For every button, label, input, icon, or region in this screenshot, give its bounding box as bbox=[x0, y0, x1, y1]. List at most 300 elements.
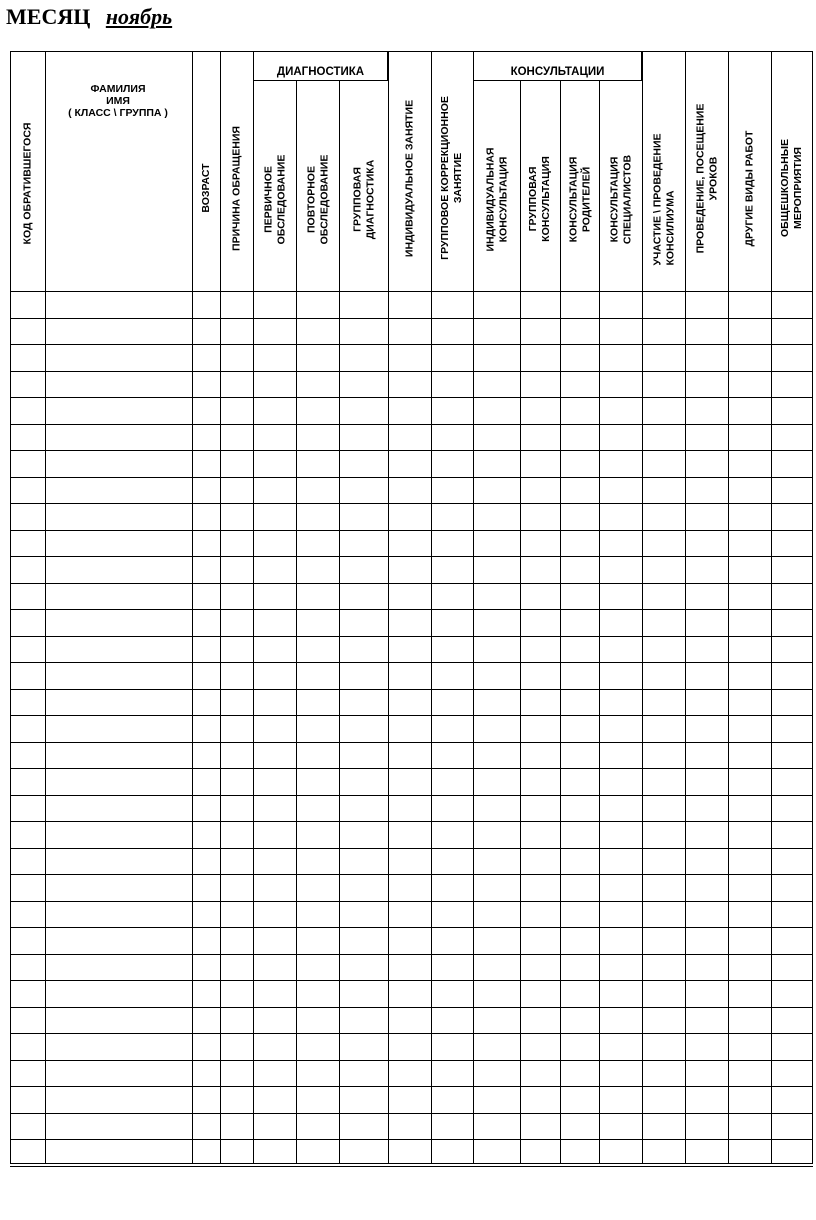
table-cell[interactable] bbox=[253, 371, 296, 398]
table-cell[interactable] bbox=[192, 1033, 220, 1060]
table-cell[interactable] bbox=[685, 715, 728, 742]
table-cell[interactable] bbox=[339, 530, 388, 557]
table-cell[interactable] bbox=[431, 397, 473, 424]
table-cell[interactable] bbox=[253, 848, 296, 875]
table-cell[interactable] bbox=[192, 954, 220, 981]
table-cell[interactable] bbox=[728, 901, 771, 928]
table-cell[interactable] bbox=[560, 424, 599, 451]
table-cell[interactable] bbox=[560, 821, 599, 848]
table-cell[interactable] bbox=[728, 371, 771, 398]
table-cell[interactable] bbox=[10, 1086, 45, 1113]
table-cell[interactable] bbox=[642, 901, 685, 928]
table-cell[interactable] bbox=[599, 1139, 642, 1166]
table-cell[interactable] bbox=[10, 848, 45, 875]
table-cell[interactable] bbox=[296, 344, 339, 371]
table-cell[interactable] bbox=[685, 503, 728, 530]
table-cell[interactable] bbox=[220, 424, 253, 451]
table-cell[interactable] bbox=[473, 795, 520, 822]
table-cell[interactable] bbox=[45, 450, 192, 477]
table-cell[interactable] bbox=[45, 503, 192, 530]
table-cell[interactable] bbox=[431, 371, 473, 398]
table-cell[interactable] bbox=[45, 609, 192, 636]
table-cell[interactable] bbox=[728, 477, 771, 504]
table-cell[interactable] bbox=[10, 609, 45, 636]
table-cell[interactable] bbox=[388, 397, 431, 424]
table-cell[interactable] bbox=[473, 954, 520, 981]
table-cell[interactable] bbox=[728, 715, 771, 742]
table-cell[interactable] bbox=[642, 1113, 685, 1140]
table-cell[interactable] bbox=[10, 583, 45, 610]
table-cell[interactable] bbox=[642, 344, 685, 371]
table-cell[interactable] bbox=[431, 848, 473, 875]
table-cell[interactable] bbox=[473, 636, 520, 663]
table-cell[interactable] bbox=[599, 291, 642, 318]
table-cell[interactable] bbox=[642, 424, 685, 451]
table-cell[interactable] bbox=[296, 1060, 339, 1087]
table-cell[interactable] bbox=[685, 1086, 728, 1113]
table-cell[interactable] bbox=[388, 689, 431, 716]
table-cell[interactable] bbox=[728, 1086, 771, 1113]
table-cell[interactable] bbox=[10, 662, 45, 689]
table-cell[interactable] bbox=[296, 874, 339, 901]
table-cell[interactable] bbox=[296, 318, 339, 345]
table-cell[interactable] bbox=[642, 1033, 685, 1060]
table-cell[interactable] bbox=[10, 715, 45, 742]
table-cell[interactable] bbox=[45, 1033, 192, 1060]
table-cell[interactable] bbox=[560, 583, 599, 610]
table-cell[interactable] bbox=[431, 344, 473, 371]
table-cell[interactable] bbox=[771, 1033, 813, 1060]
table-cell[interactable] bbox=[296, 477, 339, 504]
table-cell[interactable] bbox=[685, 980, 728, 1007]
table-cell[interactable] bbox=[431, 1060, 473, 1087]
table-cell[interactable] bbox=[520, 662, 560, 689]
table-cell[interactable] bbox=[560, 450, 599, 477]
table-cell[interactable] bbox=[339, 636, 388, 663]
table-cell[interactable] bbox=[253, 821, 296, 848]
table-cell[interactable] bbox=[599, 768, 642, 795]
table-cell[interactable] bbox=[431, 768, 473, 795]
table-cell[interactable] bbox=[599, 742, 642, 769]
table-cell[interactable] bbox=[520, 636, 560, 663]
table-cell[interactable] bbox=[599, 450, 642, 477]
table-cell[interactable] bbox=[220, 477, 253, 504]
table-cell[interactable] bbox=[560, 795, 599, 822]
table-cell[interactable] bbox=[192, 1086, 220, 1113]
table-cell[interactable] bbox=[520, 980, 560, 1007]
table-cell[interactable] bbox=[685, 1007, 728, 1034]
table-cell[interactable] bbox=[560, 954, 599, 981]
table-cell[interactable] bbox=[10, 901, 45, 928]
table-cell[interactable] bbox=[685, 768, 728, 795]
table-cell[interactable] bbox=[728, 874, 771, 901]
table-cell[interactable] bbox=[642, 927, 685, 954]
table-cell[interactable] bbox=[339, 1007, 388, 1034]
table-cell[interactable] bbox=[296, 662, 339, 689]
table-cell[interactable] bbox=[685, 583, 728, 610]
table-cell[interactable] bbox=[728, 583, 771, 610]
table-cell[interactable] bbox=[388, 1113, 431, 1140]
table-cell[interactable] bbox=[560, 1113, 599, 1140]
table-cell[interactable] bbox=[10, 344, 45, 371]
table-cell[interactable] bbox=[45, 927, 192, 954]
table-cell[interactable] bbox=[771, 450, 813, 477]
table-cell[interactable] bbox=[771, 980, 813, 1007]
table-cell[interactable] bbox=[388, 821, 431, 848]
table-cell[interactable] bbox=[339, 821, 388, 848]
table-cell[interactable] bbox=[45, 424, 192, 451]
table-cell[interactable] bbox=[685, 1033, 728, 1060]
table-cell[interactable] bbox=[642, 954, 685, 981]
table-cell[interactable] bbox=[473, 689, 520, 716]
table-cell[interactable] bbox=[253, 715, 296, 742]
table-cell[interactable] bbox=[473, 318, 520, 345]
table-cell[interactable] bbox=[192, 1139, 220, 1166]
table-cell[interactable] bbox=[339, 583, 388, 610]
table-cell[interactable] bbox=[253, 1060, 296, 1087]
table-cell[interactable] bbox=[339, 901, 388, 928]
table-cell[interactable] bbox=[771, 795, 813, 822]
table-cell[interactable] bbox=[520, 371, 560, 398]
table-cell[interactable] bbox=[192, 609, 220, 636]
table-cell[interactable] bbox=[642, 848, 685, 875]
table-cell[interactable] bbox=[296, 1033, 339, 1060]
table-cell[interactable] bbox=[296, 371, 339, 398]
table-cell[interactable] bbox=[253, 291, 296, 318]
table-cell[interactable] bbox=[771, 556, 813, 583]
table-cell[interactable] bbox=[520, 609, 560, 636]
table-cell[interactable] bbox=[685, 530, 728, 557]
table-cell[interactable] bbox=[728, 1007, 771, 1034]
table-cell[interactable] bbox=[771, 901, 813, 928]
table-cell[interactable] bbox=[220, 291, 253, 318]
table-cell[interactable] bbox=[520, 344, 560, 371]
table-cell[interactable] bbox=[642, 583, 685, 610]
table-cell[interactable] bbox=[253, 689, 296, 716]
table-cell[interactable] bbox=[520, 821, 560, 848]
table-cell[interactable] bbox=[253, 980, 296, 1007]
table-cell[interactable] bbox=[520, 901, 560, 928]
table-cell[interactable] bbox=[728, 556, 771, 583]
table-cell[interactable] bbox=[10, 318, 45, 345]
table-cell[interactable] bbox=[431, 874, 473, 901]
table-cell[interactable] bbox=[520, 1086, 560, 1113]
table-cell[interactable] bbox=[339, 503, 388, 530]
table-cell[interactable] bbox=[599, 397, 642, 424]
table-cell[interactable] bbox=[771, 1086, 813, 1113]
table-cell[interactable] bbox=[685, 450, 728, 477]
table-cell[interactable] bbox=[45, 1007, 192, 1034]
table-cell[interactable] bbox=[296, 450, 339, 477]
table-cell[interactable] bbox=[520, 397, 560, 424]
table-cell[interactable] bbox=[192, 848, 220, 875]
table-cell[interactable] bbox=[10, 636, 45, 663]
table-cell[interactable] bbox=[220, 768, 253, 795]
table-cell[interactable] bbox=[339, 980, 388, 1007]
table-cell[interactable] bbox=[728, 662, 771, 689]
table-cell[interactable] bbox=[253, 1139, 296, 1166]
table-cell[interactable] bbox=[220, 1007, 253, 1034]
table-cell[interactable] bbox=[728, 318, 771, 345]
table-cell[interactable] bbox=[10, 1139, 45, 1166]
table-cell[interactable] bbox=[220, 1033, 253, 1060]
table-cell[interactable] bbox=[45, 954, 192, 981]
table-cell[interactable] bbox=[296, 980, 339, 1007]
table-cell[interactable] bbox=[771, 371, 813, 398]
table-cell[interactable] bbox=[45, 662, 192, 689]
table-cell[interactable] bbox=[388, 318, 431, 345]
table-cell[interactable] bbox=[560, 636, 599, 663]
table-cell[interactable] bbox=[520, 768, 560, 795]
table-cell[interactable] bbox=[296, 795, 339, 822]
table-cell[interactable] bbox=[339, 848, 388, 875]
table-cell[interactable] bbox=[45, 874, 192, 901]
table-cell[interactable] bbox=[431, 291, 473, 318]
table-cell[interactable] bbox=[771, 1113, 813, 1140]
table-cell[interactable] bbox=[192, 636, 220, 663]
table-cell[interactable] bbox=[560, 980, 599, 1007]
table-cell[interactable] bbox=[560, 1139, 599, 1166]
table-cell[interactable] bbox=[388, 1086, 431, 1113]
table-cell[interactable] bbox=[771, 609, 813, 636]
table-cell[interactable] bbox=[599, 583, 642, 610]
table-cell[interactable] bbox=[192, 344, 220, 371]
table-cell[interactable] bbox=[296, 1139, 339, 1166]
table-cell[interactable] bbox=[10, 1113, 45, 1140]
table-cell[interactable] bbox=[45, 980, 192, 1007]
table-cell[interactable] bbox=[339, 1033, 388, 1060]
table-cell[interactable] bbox=[473, 1113, 520, 1140]
table-cell[interactable] bbox=[560, 874, 599, 901]
table-cell[interactable] bbox=[520, 1139, 560, 1166]
table-cell[interactable] bbox=[560, 901, 599, 928]
table-cell[interactable] bbox=[10, 768, 45, 795]
table-cell[interactable] bbox=[685, 609, 728, 636]
table-cell[interactable] bbox=[192, 291, 220, 318]
table-cell[interactable] bbox=[296, 1086, 339, 1113]
table-cell[interactable] bbox=[388, 662, 431, 689]
table-cell[interactable] bbox=[220, 927, 253, 954]
table-cell[interactable] bbox=[253, 450, 296, 477]
table-cell[interactable] bbox=[45, 344, 192, 371]
table-cell[interactable] bbox=[220, 530, 253, 557]
table-cell[interactable] bbox=[388, 768, 431, 795]
table-cell[interactable] bbox=[599, 1086, 642, 1113]
table-cell[interactable] bbox=[192, 980, 220, 1007]
table-cell[interactable] bbox=[45, 318, 192, 345]
table-cell[interactable] bbox=[388, 980, 431, 1007]
table-cell[interactable] bbox=[431, 795, 473, 822]
table-cell[interactable] bbox=[45, 1139, 192, 1166]
table-cell[interactable] bbox=[473, 291, 520, 318]
table-cell[interactable] bbox=[599, 318, 642, 345]
table-cell[interactable] bbox=[10, 397, 45, 424]
table-cell[interactable] bbox=[296, 583, 339, 610]
table-cell[interactable] bbox=[192, 689, 220, 716]
table-cell[interactable] bbox=[253, 954, 296, 981]
table-cell[interactable] bbox=[192, 795, 220, 822]
table-cell[interactable] bbox=[560, 530, 599, 557]
table-cell[interactable] bbox=[388, 556, 431, 583]
table-cell[interactable] bbox=[45, 768, 192, 795]
table-cell[interactable] bbox=[560, 1086, 599, 1113]
table-cell[interactable] bbox=[473, 715, 520, 742]
table-cell[interactable] bbox=[192, 556, 220, 583]
table-cell[interactable] bbox=[431, 1033, 473, 1060]
table-cell[interactable] bbox=[560, 371, 599, 398]
table-cell[interactable] bbox=[771, 689, 813, 716]
table-cell[interactable] bbox=[388, 848, 431, 875]
table-cell[interactable] bbox=[253, 927, 296, 954]
table-cell[interactable] bbox=[520, 477, 560, 504]
table-cell[interactable] bbox=[220, 583, 253, 610]
table-cell[interactable] bbox=[388, 371, 431, 398]
table-cell[interactable] bbox=[685, 291, 728, 318]
table-cell[interactable] bbox=[473, 927, 520, 954]
table-cell[interactable] bbox=[473, 530, 520, 557]
table-cell[interactable] bbox=[685, 927, 728, 954]
table-cell[interactable] bbox=[192, 662, 220, 689]
table-cell[interactable] bbox=[339, 689, 388, 716]
table-cell[interactable] bbox=[253, 662, 296, 689]
table-cell[interactable] bbox=[45, 636, 192, 663]
table-cell[interactable] bbox=[520, 927, 560, 954]
table-cell[interactable] bbox=[728, 795, 771, 822]
table-cell[interactable] bbox=[10, 556, 45, 583]
table-cell[interactable] bbox=[296, 954, 339, 981]
table-cell[interactable] bbox=[685, 954, 728, 981]
table-cell[interactable] bbox=[388, 795, 431, 822]
table-cell[interactable] bbox=[520, 954, 560, 981]
table-cell[interactable] bbox=[599, 556, 642, 583]
table-cell[interactable] bbox=[685, 1139, 728, 1166]
table-cell[interactable] bbox=[473, 371, 520, 398]
table-cell[interactable] bbox=[771, 821, 813, 848]
table-cell[interactable] bbox=[10, 424, 45, 451]
table-cell[interactable] bbox=[339, 424, 388, 451]
table-cell[interactable] bbox=[473, 1060, 520, 1087]
table-cell[interactable] bbox=[520, 874, 560, 901]
table-cell[interactable] bbox=[642, 795, 685, 822]
table-cell[interactable] bbox=[10, 371, 45, 398]
table-cell[interactable] bbox=[339, 927, 388, 954]
table-cell[interactable] bbox=[431, 901, 473, 928]
table-cell[interactable] bbox=[642, 742, 685, 769]
table-cell[interactable] bbox=[771, 477, 813, 504]
table-cell[interactable] bbox=[560, 715, 599, 742]
table-cell[interactable] bbox=[220, 503, 253, 530]
table-cell[interactable] bbox=[728, 821, 771, 848]
table-cell[interactable] bbox=[473, 662, 520, 689]
table-cell[interactable] bbox=[560, 848, 599, 875]
table-cell[interactable] bbox=[771, 848, 813, 875]
table-cell[interactable] bbox=[560, 768, 599, 795]
table-cell[interactable] bbox=[685, 477, 728, 504]
table-cell[interactable] bbox=[388, 954, 431, 981]
table-cell[interactable] bbox=[339, 291, 388, 318]
table-cell[interactable] bbox=[642, 450, 685, 477]
table-cell[interactable] bbox=[685, 1113, 728, 1140]
table-cell[interactable] bbox=[253, 424, 296, 451]
table-cell[interactable] bbox=[253, 397, 296, 424]
table-cell[interactable] bbox=[339, 609, 388, 636]
table-cell[interactable] bbox=[339, 768, 388, 795]
table-cell[interactable] bbox=[473, 556, 520, 583]
table-cell[interactable] bbox=[192, 768, 220, 795]
table-cell[interactable] bbox=[560, 609, 599, 636]
table-cell[interactable] bbox=[473, 397, 520, 424]
table-cell[interactable] bbox=[685, 795, 728, 822]
table-cell[interactable] bbox=[45, 1113, 192, 1140]
table-cell[interactable] bbox=[728, 848, 771, 875]
table-cell[interactable] bbox=[473, 901, 520, 928]
table-cell[interactable] bbox=[431, 609, 473, 636]
table-cell[interactable] bbox=[685, 1060, 728, 1087]
table-cell[interactable] bbox=[388, 530, 431, 557]
table-cell[interactable] bbox=[10, 980, 45, 1007]
table-cell[interactable] bbox=[296, 397, 339, 424]
table-cell[interactable] bbox=[473, 874, 520, 901]
table-cell[interactable] bbox=[192, 927, 220, 954]
table-cell[interactable] bbox=[296, 1007, 339, 1034]
table-cell[interactable] bbox=[10, 1033, 45, 1060]
table-cell[interactable] bbox=[520, 742, 560, 769]
table-cell[interactable] bbox=[771, 662, 813, 689]
table-cell[interactable] bbox=[10, 874, 45, 901]
table-cell[interactable] bbox=[728, 1113, 771, 1140]
table-cell[interactable] bbox=[220, 980, 253, 1007]
table-cell[interactable] bbox=[685, 424, 728, 451]
table-cell[interactable] bbox=[685, 689, 728, 716]
table-cell[interactable] bbox=[296, 689, 339, 716]
table-cell[interactable] bbox=[520, 318, 560, 345]
table-cell[interactable] bbox=[728, 344, 771, 371]
table-cell[interactable] bbox=[10, 795, 45, 822]
table-cell[interactable] bbox=[473, 980, 520, 1007]
table-cell[interactable] bbox=[45, 397, 192, 424]
table-cell[interactable] bbox=[771, 874, 813, 901]
table-cell[interactable] bbox=[473, 742, 520, 769]
table-cell[interactable] bbox=[431, 980, 473, 1007]
table-cell[interactable] bbox=[296, 1113, 339, 1140]
table-cell[interactable] bbox=[45, 821, 192, 848]
table-cell[interactable] bbox=[771, 397, 813, 424]
table-cell[interactable] bbox=[388, 609, 431, 636]
table-cell[interactable] bbox=[431, 742, 473, 769]
table-cell[interactable] bbox=[431, 1086, 473, 1113]
table-cell[interactable] bbox=[771, 715, 813, 742]
table-cell[interactable] bbox=[296, 768, 339, 795]
table-cell[interactable] bbox=[431, 954, 473, 981]
table-cell[interactable] bbox=[685, 636, 728, 663]
table-cell[interactable] bbox=[520, 583, 560, 610]
table-cell[interactable] bbox=[685, 318, 728, 345]
table-cell[interactable] bbox=[771, 1007, 813, 1034]
table-cell[interactable] bbox=[473, 821, 520, 848]
table-cell[interactable] bbox=[473, 848, 520, 875]
table-cell[interactable] bbox=[296, 530, 339, 557]
table-cell[interactable] bbox=[253, 1113, 296, 1140]
table-cell[interactable] bbox=[388, 927, 431, 954]
table-cell[interactable] bbox=[45, 477, 192, 504]
table-cell[interactable] bbox=[220, 954, 253, 981]
table-cell[interactable] bbox=[253, 742, 296, 769]
table-cell[interactable] bbox=[771, 1139, 813, 1166]
table-cell[interactable] bbox=[339, 450, 388, 477]
table-cell[interactable] bbox=[431, 318, 473, 345]
table-cell[interactable] bbox=[728, 927, 771, 954]
table-cell[interactable] bbox=[728, 397, 771, 424]
